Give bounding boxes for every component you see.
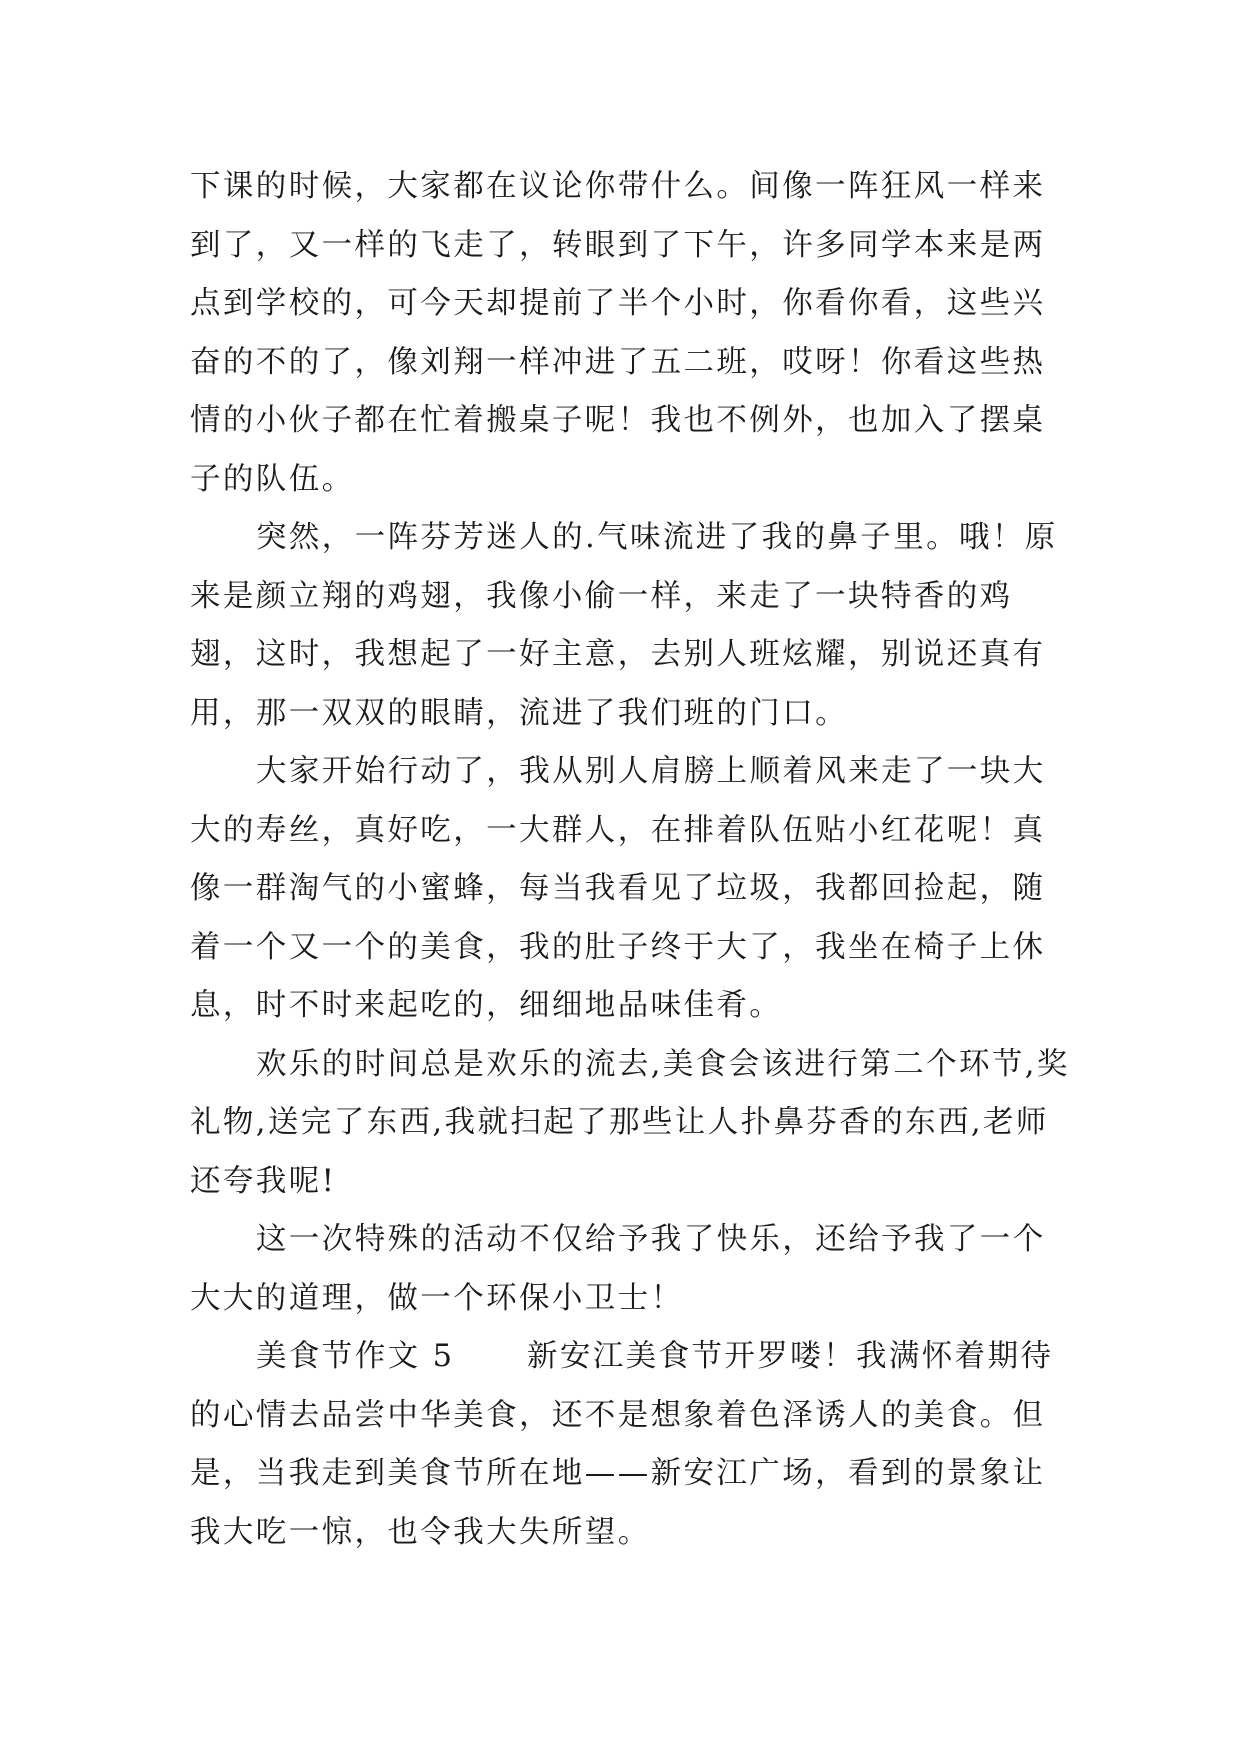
document-body — [190, 158, 1070, 1562]
paragraph: 大家开始行动了，我从别人肩膀上顺着风来走了一块大大的寿丝，真好吃，一大群人，在排着队伍贴小红花呢！真像一群淘气的小蜜蜂，每当我看见了垃圾，我都回捡起，随着一个又一个的美食，我的肚子终于大了，我坐在椅子上休息，时不时来起吃的，细细地品味佳肴。 — [190, 754, 1046, 1023]
paragraph: 这一次特殊的活动不仅给予我了快乐，还给予我了一个大大的道理，做一个环保小卫士！ — [190, 1222, 1046, 1316]
paragraph: 欢乐的时间总是欢乐的流去,美食会该进行第二个环节,奖礼物,送完了东西,我就扫起了那些让人扑鼻芬香的东西,老师还夸我呢! — [190, 1046, 1070, 1199]
paragraph: 下课的时候，大家都在议论你带什么。间像一阵狂风一样来到了，又一样的飞走了，转眼到了下午，许多同学本来是两点到学校的，可今天却提前了半个小时，你看你看，这些兴奋的不的了，像刘翔一样冲进了五二班，哎呀！你看这些热情的小伙子都在忙着搬桌子呢！我也不例外，也加入了摆桌子的队伍。 — [190, 169, 1046, 497]
paragraph: 突然，一阵芬芳迷人的.气味流进了我的鼻子里。哦！原来是颜立翔的鸡翅，我像小偷一样，来走了一块特香的鸡翅，这时，我想起了一好主意，去别人班炫耀，别说还真有用，那一双双的眼睛，流进了我们班的门口。 — [190, 520, 1058, 731]
paragraph: 美食节作文 5 新安江美食节开罗喽！我满怀着期待的心情去品尝中华美食，还不是想象着色泽诱人的美食。但是，当我走到美食节所在地——新安江广场，看到的景象让我大吃一惊，也令我大失所望。 — [190, 1339, 1054, 1550]
